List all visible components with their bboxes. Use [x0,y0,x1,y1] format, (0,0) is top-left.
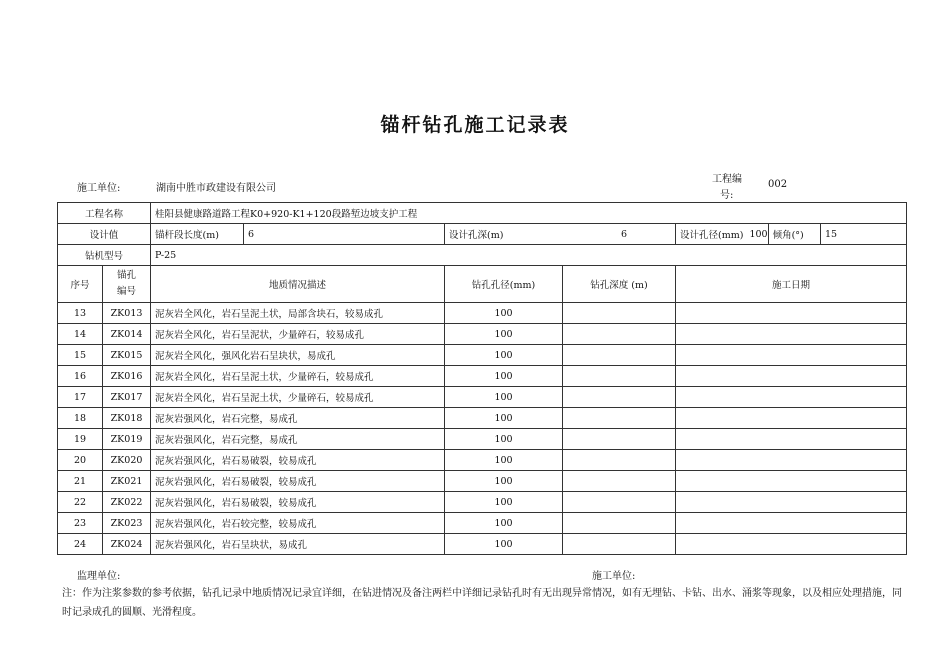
design-values-row [58,224,907,245]
design-depth-label: 设计孔深(m) [449,230,504,241]
contractor-label: 施工单位: [592,571,636,582]
table-row [58,471,907,492]
row-hole-diameter: 100 [445,450,563,471]
row-hole-diameter: 100 [445,513,563,534]
column-header-row [58,266,907,303]
row-geology: 泥灰岩强风化，岩石易破裂，较易成孔 [151,471,445,492]
angle-value: 15 [821,224,907,245]
row-anchor-id: ZK013 [103,303,151,324]
row-hole-depth [563,471,676,492]
row-geology: 泥灰岩强风化，岩石易破裂，较易成孔 [151,492,445,513]
row-geology: 泥灰岩强风化，岩石完整，易成孔 [151,408,445,429]
row-seq: 13 [58,303,103,324]
design-depth-value: 6 [620,228,628,240]
col-anchor-no [103,266,151,303]
row-geology: 泥灰岩强风化，岩石完整，易成孔 [151,429,445,450]
row-seq: 18 [58,408,103,429]
anchor-length-label: 锚杆段长度(m) [155,230,219,241]
row-date [676,408,907,429]
row-date [676,345,907,366]
design-diameter-cell [676,224,821,245]
row-date [676,387,907,408]
project-no-label-line2: 号: [720,190,734,201]
table-row [58,303,907,324]
table-row [58,450,907,471]
table-row [58,429,907,450]
row-hole-depth [563,513,676,534]
col-anchor-no-line2: 编号 [117,286,137,297]
row-date [676,303,907,324]
record-table [57,202,907,555]
row-seq: 17 [58,387,103,408]
rig-label: 钻机型号 [58,245,151,266]
row-geology: 泥灰岩强风化，岩石易破裂，较易成孔 [151,450,445,471]
row-seq: 15 [58,345,103,366]
row-hole-depth [563,303,676,324]
table-row [58,534,907,555]
row-anchor-id: ZK015 [103,345,151,366]
row-anchor-id: ZK022 [103,492,151,513]
design-diameter-label: 设计孔径(mm) [680,230,744,241]
row-date [676,471,907,492]
project-no-label-line1: 工程编 [712,174,742,185]
row-hole-depth [563,429,676,450]
page-title: 锚杆钻孔施工记录表 [380,114,570,136]
angle-label: 倾角(°) [768,224,820,244]
col-hole-diameter: 钻孔孔径(mm) [445,266,563,303]
row-seq: 19 [58,429,103,450]
footnote: 注：作为注浆参数的参考依据，钻孔记录中地质情况记录宜详细，在钻进情况及备注两栏中详细记录钻孔时有无出现异常情况，如有无埋钻、卡钻、出水、涌浆等现象，以及相应处理措施，同时记录成孔的圆顺、光滑程度。 [62,588,902,618]
construction-unit-label: 施工单位: [77,183,121,194]
row-anchor-id: ZK018 [103,408,151,429]
table-row [58,324,907,345]
anchor-length-cell [151,224,445,245]
row-geology: 泥灰岩全风化，岩石呈泥土状，少量碎石，较易成孔 [151,387,445,408]
table-row [58,387,907,408]
row-seq: 23 [58,513,103,534]
row-date [676,450,907,471]
row-anchor-id: ZK024 [103,534,151,555]
row-date [676,513,907,534]
row-hole-diameter: 100 [445,471,563,492]
construction-unit-value: 湖南中胜市政建设有限公司 [156,183,276,194]
project-no-value: 002 [768,179,788,190]
row-geology: 泥灰岩全风化，强风化岩石呈块状，易成孔 [151,345,445,366]
row-hole-diameter: 100 [445,408,563,429]
row-seq: 21 [58,471,103,492]
col-hole-depth: 钻孔深度 (m) [563,266,676,303]
row-date [676,366,907,387]
row-hole-depth [563,387,676,408]
row-seq: 20 [58,450,103,471]
col-seq: 序号 [58,266,103,303]
row-date [676,429,907,450]
design-diameter-value: 100 [749,228,768,240]
row-geology: 泥灰岩强风化，岩石呈块状，易成孔 [151,534,445,555]
col-anchor-no-line1: 锚孔 [117,270,137,281]
row-anchor-id: ZK023 [103,513,151,534]
table-row [58,492,907,513]
row-hole-diameter: 100 [445,534,563,555]
anchor-length-value: 6 [243,224,254,244]
row-geology: 泥灰岩全风化，岩石呈泥土状，局部含块石，较易成孔 [151,303,445,324]
row-seq: 22 [58,492,103,513]
row-anchor-id: ZK019 [103,429,151,450]
col-date: 施工日期 [676,266,907,303]
row-date [676,492,907,513]
row-seq: 24 [58,534,103,555]
row-hole-depth [563,408,676,429]
row-geology: 泥灰岩全风化，岩石呈泥土状，少量碎石，较易成孔 [151,366,445,387]
col-geology: 地质情况描述 [151,266,445,303]
table-row [58,366,907,387]
row-date [676,324,907,345]
design-depth-cell [445,224,676,245]
rig-row [58,245,907,266]
row-hole-depth [563,345,676,366]
project-name-label: 工程名称 [58,203,151,224]
row-hole-depth [563,450,676,471]
row-hole-diameter: 100 [445,324,563,345]
row-anchor-id: ZK020 [103,450,151,471]
row-anchor-id: ZK014 [103,324,151,345]
row-geology: 泥灰岩全风化，岩石呈泥状，少量碎石，较易成孔 [151,324,445,345]
row-hole-diameter: 100 [445,429,563,450]
row-hole-diameter: 100 [445,303,563,324]
row-hole-diameter: 100 [445,366,563,387]
row-hole-diameter: 100 [445,387,563,408]
table-row [58,345,907,366]
row-date [676,534,907,555]
row-anchor-id: ZK016 [103,366,151,387]
row-seq: 14 [58,324,103,345]
row-hole-depth [563,492,676,513]
row-hole-diameter: 100 [445,345,563,366]
table-row [58,408,907,429]
supervisor-label: 监理单位: [77,571,121,582]
row-hole-depth [563,534,676,555]
row-hole-depth [563,324,676,345]
design-label: 设计值 [58,224,151,245]
project-name-value: 桂阳县健康路道路工程K0+920-K1+120段路堑边坡支护工程 [151,203,907,224]
row-geology: 泥灰岩强风化，岩石较完整，较易成孔 [151,513,445,534]
table-row [58,513,907,534]
row-anchor-id: ZK017 [103,387,151,408]
row-anchor-id: ZK021 [103,471,151,492]
project-name-row [58,203,907,224]
row-hole-depth [563,366,676,387]
row-seq: 16 [58,366,103,387]
rig-value: P-25 [151,245,907,266]
row-hole-diameter: 100 [445,492,563,513]
